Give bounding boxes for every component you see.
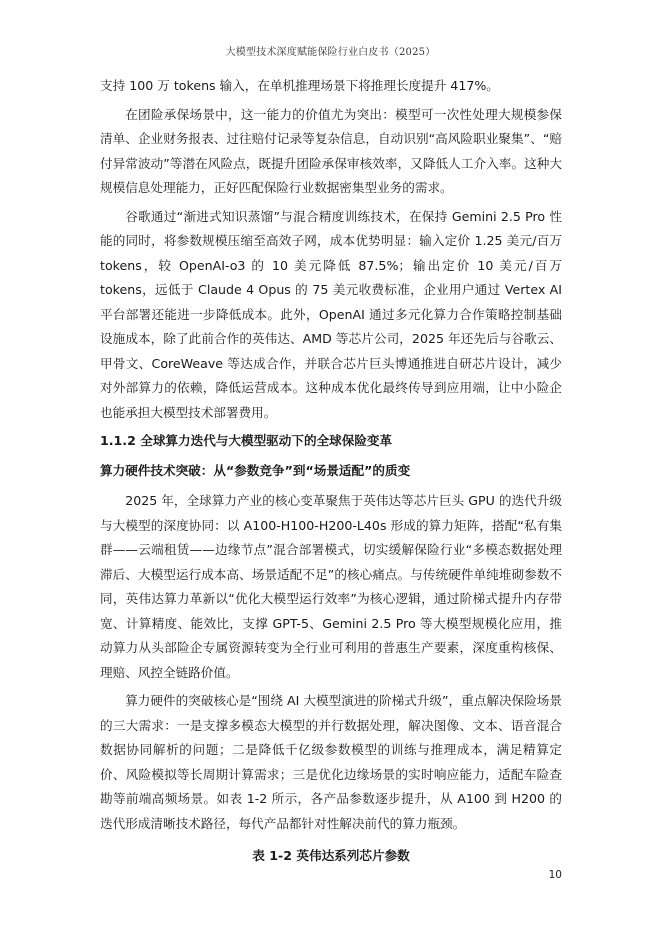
paragraph-5: 算力硬件的突破核心是“围绕 AI 大模型演进的阶梯式升级”，重点解决保险场景的三大需求：一是支撑多模态大模型的并行数据处理，解决图像、文本、语音混合数据协同解析的问题；二是降低千亿级参数模型的训练与推理成本，满足精算定价、风险模拟等长周期计算需求；三是优化边缘场景的实时响应能力，适配车险查勘等前端高频场景。如表 1-2 所示，各产品参数逐步提升，从 A100 到 H200 的迭代形成清晰技术路径，每代产品都针对性解决前代的算力瓶颈。 (100, 693, 562, 831)
section-heading: 1.1.2 全球算力迭代与大模型驱动下的全球保险变革 (100, 433, 393, 448)
paragraph-2: 在团险承保场景中，这一能力的价值尤为突出：模型可一次性处理大规模参保清单、企业财务报表、过往赔付记录等复杂信息，自动识别“高风险职业聚集”、“赔付异常波动”等潜在风险点，既提升团险承保审核效率，又降低人工介入率。这种大规模信息处理能力，正好匹配保险行业数据密集型业务的需求。 (100, 106, 562, 195)
subsection-heading: 算力硬件技术突破：从“参数竞争”到“场景适配”的质变 (100, 463, 411, 478)
running-header: 大模型技术深度赋能保险行业白皮书（2025） (225, 47, 436, 58)
paragraph-3: 谷歌通过“渐进式知识蒸馏”与混合精度训练技术，在保持 Gemini 2.5 Pro 性能的同时，将参数规模压缩至高效子网，成本优势明显：输入定价 1.25 美元/百万 tokens，较 OpenAI-o3 的 10 美元降低 87.5%；输出定价 10 美元/百万 tokens，远低于 Claude 4 Opus 的 75 美元收费标准，企业用户通过 Vertex AI 平台部署还能进一步降低成本。此外，OpenAI 通过多元化算力合作策略控制基础设施成本，除了此前合作的英伟达、AMD 等芯片公司，2025 年还先后与谷歌云、甲骨文、CoreWeave 等达成合作，并联合芯片巨头博通推进自研芯片设计，减少对外部算力的依赖，降低运营成本。这种成本优化最终传导到应用端，让中小险企也能承担大模型技术部署费用。 (100, 208, 562, 420)
paragraph-1: 支持 100 万 tokens 输入，在单机推理场景下将推理长度提升 417%。 (100, 78, 499, 93)
paragraph-4: 2025 年，全球算力产业的核心变革聚焦于英伟达等芯片巨头 GPU 的迭代升级与大模型的深度协同：以 A100-H100-H200-L40s 形成的算力矩阵，搭配“私有集群——云端租赁——边缘节点”混合部署模式，切实缓解保险行业“多模态数据处理滞后、大模型运行成本高、场景适配不足”的核心痛点。与传统硬件单纯堆砌参数不同，英伟达算力革新以“优化大模型运行效率”为核心逻辑，通过阶梯式提升内存带宽、计算精度、能效比，支撑 GPT-5、Gemini 2.5 Pro 等大模型规模化应用，推动算力从头部险企专属资源转变为全行业可利用的普惠生产要素，深度重构核保、理赔、风控全链路价值。 (100, 493, 562, 680)
page-body (100, 74, 562, 868)
table-caption: 表 1-2 英伟达系列芯片参数 (252, 848, 410, 863)
page-number: 10 (548, 869, 562, 881)
